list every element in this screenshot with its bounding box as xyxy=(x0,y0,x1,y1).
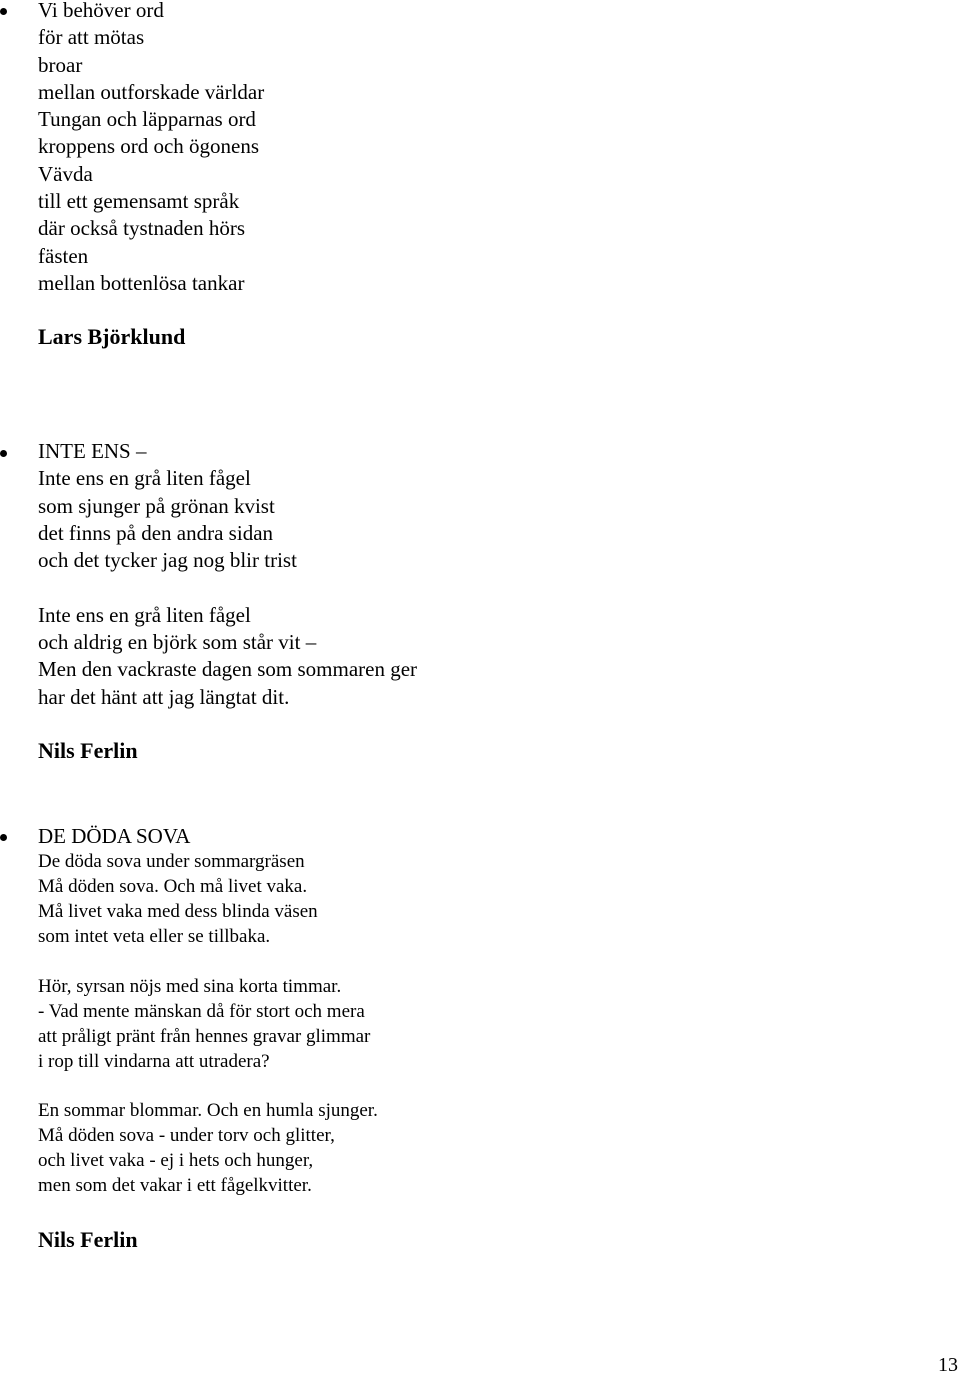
poem-line: Må döden sova - under torv och glitter, xyxy=(38,1125,335,1147)
list-bullet xyxy=(0,834,7,841)
poem-author: Nils Ferlin xyxy=(38,1227,138,1252)
poem-title: INTE ENS – xyxy=(38,439,147,463)
poem-line: Tungan och läpparnas ord xyxy=(38,107,256,132)
poem-line: fästen xyxy=(38,243,89,268)
poem-line: Inte ens en grå liten fågel xyxy=(38,466,251,491)
poem-line: i rop till vindarna att utradera? xyxy=(38,1050,270,1072)
poem-line: Må döden sova. Och må livet vaka. xyxy=(38,876,308,898)
poem-line: men som det vakar i ett fågelkvitter. xyxy=(38,1175,312,1197)
poem-line: En sommar blommar. Och en humla sjunger. xyxy=(38,1100,378,1122)
poem-line: för att mötas xyxy=(38,25,145,50)
list-bullet xyxy=(0,450,7,457)
poem-author: Nils Ferlin xyxy=(38,738,138,763)
poem-vi-behover-ord xyxy=(38,0,918,297)
poem-inte-ens xyxy=(38,438,918,711)
poem-line: Men den vackraste dagen som sommaren ger xyxy=(38,657,418,682)
poem-de-doda-sova xyxy=(38,823,918,1199)
poem-line: mellan bottenlösa tankar xyxy=(38,270,245,295)
poem-line: som intet veta eller se tillbaka. xyxy=(38,926,271,948)
poem-line: Vävda xyxy=(38,161,93,186)
poem-line: kroppens ord och ögonens xyxy=(38,134,260,159)
poem-author: Lars Björklund xyxy=(38,324,186,349)
poem-line: Hör, syrsan nöjs med sina korta timmar. xyxy=(38,975,342,997)
page-number: 13 xyxy=(938,1354,958,1376)
poem-line: - Vad mente mänskan då för stort och mera xyxy=(38,1000,365,1022)
poem-line: och aldrig en björk som står vit – xyxy=(38,630,317,655)
poem-line: och livet vaka - ej i hets och hunger, xyxy=(38,1150,314,1172)
poem-line: har det hänt att jag längtat dit. xyxy=(38,684,290,709)
poem-line: att pråligt pränt från hennes gravar glimmar xyxy=(38,1025,371,1047)
poem-line: De döda sova under sommargräsen xyxy=(38,851,305,873)
poem-line: Vi behöver ord xyxy=(38,0,164,22)
poem-line: Må livet vaka med dess blinda väsen xyxy=(38,901,318,923)
poem-line: broar xyxy=(38,52,83,77)
poem-line: där också tystnaden hörs xyxy=(38,216,246,241)
poem-line: och det tycker jag nog blir trist xyxy=(38,548,297,573)
poem-title: DE DÖDA SOVA xyxy=(38,824,191,848)
poem-line: till ett gemensamt språk xyxy=(38,189,240,214)
poem-line: som sjunger på grönan kvist xyxy=(38,493,275,518)
poem-line: Inte ens en grå liten fågel xyxy=(38,602,251,627)
poem-line: mellan outforskade världar xyxy=(38,79,265,104)
poem-line: det finns på den andra sidan xyxy=(38,520,274,545)
list-bullet xyxy=(0,8,7,15)
